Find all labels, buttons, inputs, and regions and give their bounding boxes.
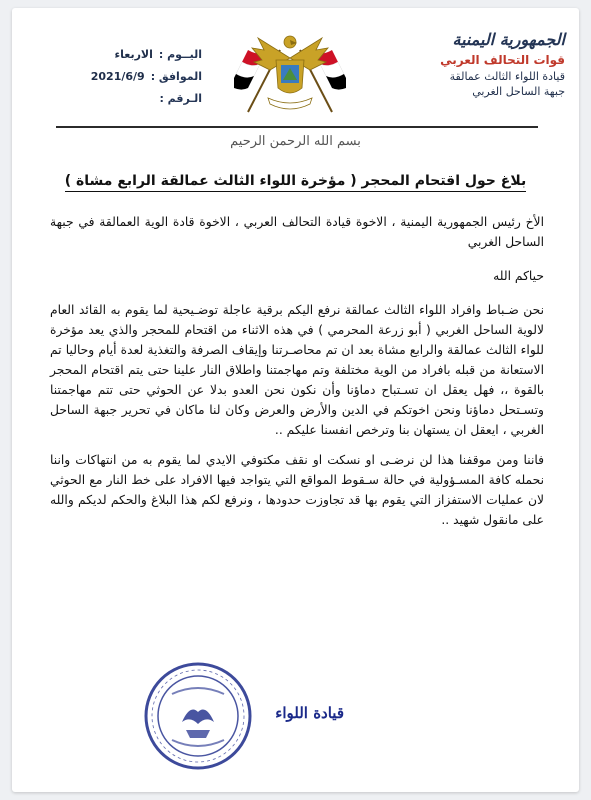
letterhead-left	[62, 44, 202, 110]
paragraph-1: نحن ضـباط وافراد اللواء الثالث عمالقة نرفع اليكم برقية عاجلة توضـيحية لما يقوم به القائد العام لالوية الساحل الغربي ( أبو زرعة المحرمي ) في هذه الاثناء من اقتحام للمحجر والذي يعد مؤخرة للواء الثالث عمالقة والرابع مشاة بعد ان تم محاصـرتنا وإيقاف الصرفة والتغذية لعدة أيام وحاليا تم الاستعانة من قبله بافراد من الوية مختلفة وتم مهاجمتنا واطلاق النار علينا حتى يتم اقتحام المحجر بالقوة ،، فهل يعقل ان تسـتباح دماؤنا وأن نكون نحن العدو بدلا عن الحوثي حتى تتم مهاجمتنا وتسـتحل دماؤنا ونحن اخوتكم في الدين والأرض والعرض وكان لنا ماكان في تحرير جبهة الساحل الغربي ، ايعقل ان يستهان بنا وترخص انفسنا عليكم ..	[50, 303, 544, 437]
brigade-command: قيادة اللواء الثالث عمالقة	[449, 70, 565, 83]
front-name: جبهة الساحل الغربي	[472, 85, 565, 98]
date-row	[62, 66, 202, 88]
day-label: اليــوم :	[158, 48, 202, 61]
signature-text: قيادة اللواء	[275, 704, 344, 722]
letter-body	[50, 212, 544, 530]
letterhead-right	[405, 30, 565, 100]
number-label: الـرقم :	[159, 92, 202, 105]
date-label: الموافق :	[150, 70, 202, 83]
document-page	[12, 8, 579, 792]
coalition-forces-name: قوات التحالف العربي	[440, 53, 565, 67]
basmala: بسم الله الرحمن الرحيم	[230, 134, 361, 149]
document-title	[52, 173, 539, 189]
greeting: حياكم الله	[493, 269, 544, 283]
eagle-emblem-icon	[234, 20, 346, 120]
date-value: 2021/6/9	[90, 70, 145, 83]
title-text: بلاغ حول اقتحام المحجر ( مؤخرة اللواء الثالث عمالقة الرابع مشاة )	[65, 173, 526, 192]
header-divider	[56, 126, 538, 128]
day-value: الاربعاء	[114, 48, 153, 61]
number-row	[62, 88, 202, 110]
paragraph-2: فاننا ومن موقفنا هذا لن نرضـى او نسكت او نقف مكتوفي الايدي لما يقوم به من انتهاكات واننا نحمله كافة المسـؤولية في حالة سـقوط المواقع التي يتواجد فيها الافراد على خط النار مع الحوثي لان عمليات الاستفزاز التي يقوم بها قد تجاوزت حدودها ، ونرفع لكم هذا البلاغ والحكم لديكم والله على مانقول شهيد ..	[50, 453, 544, 527]
republic-name: الجمهورية اليمنية	[452, 30, 565, 49]
day-row	[62, 44, 202, 66]
addressee: الأخ رئيس الجمهورية اليمنية ، الاخوة قيادة التحالف العربي ، الاخوة قادة الوية العمالقة في جبهة الساحل الغربي	[50, 215, 544, 249]
